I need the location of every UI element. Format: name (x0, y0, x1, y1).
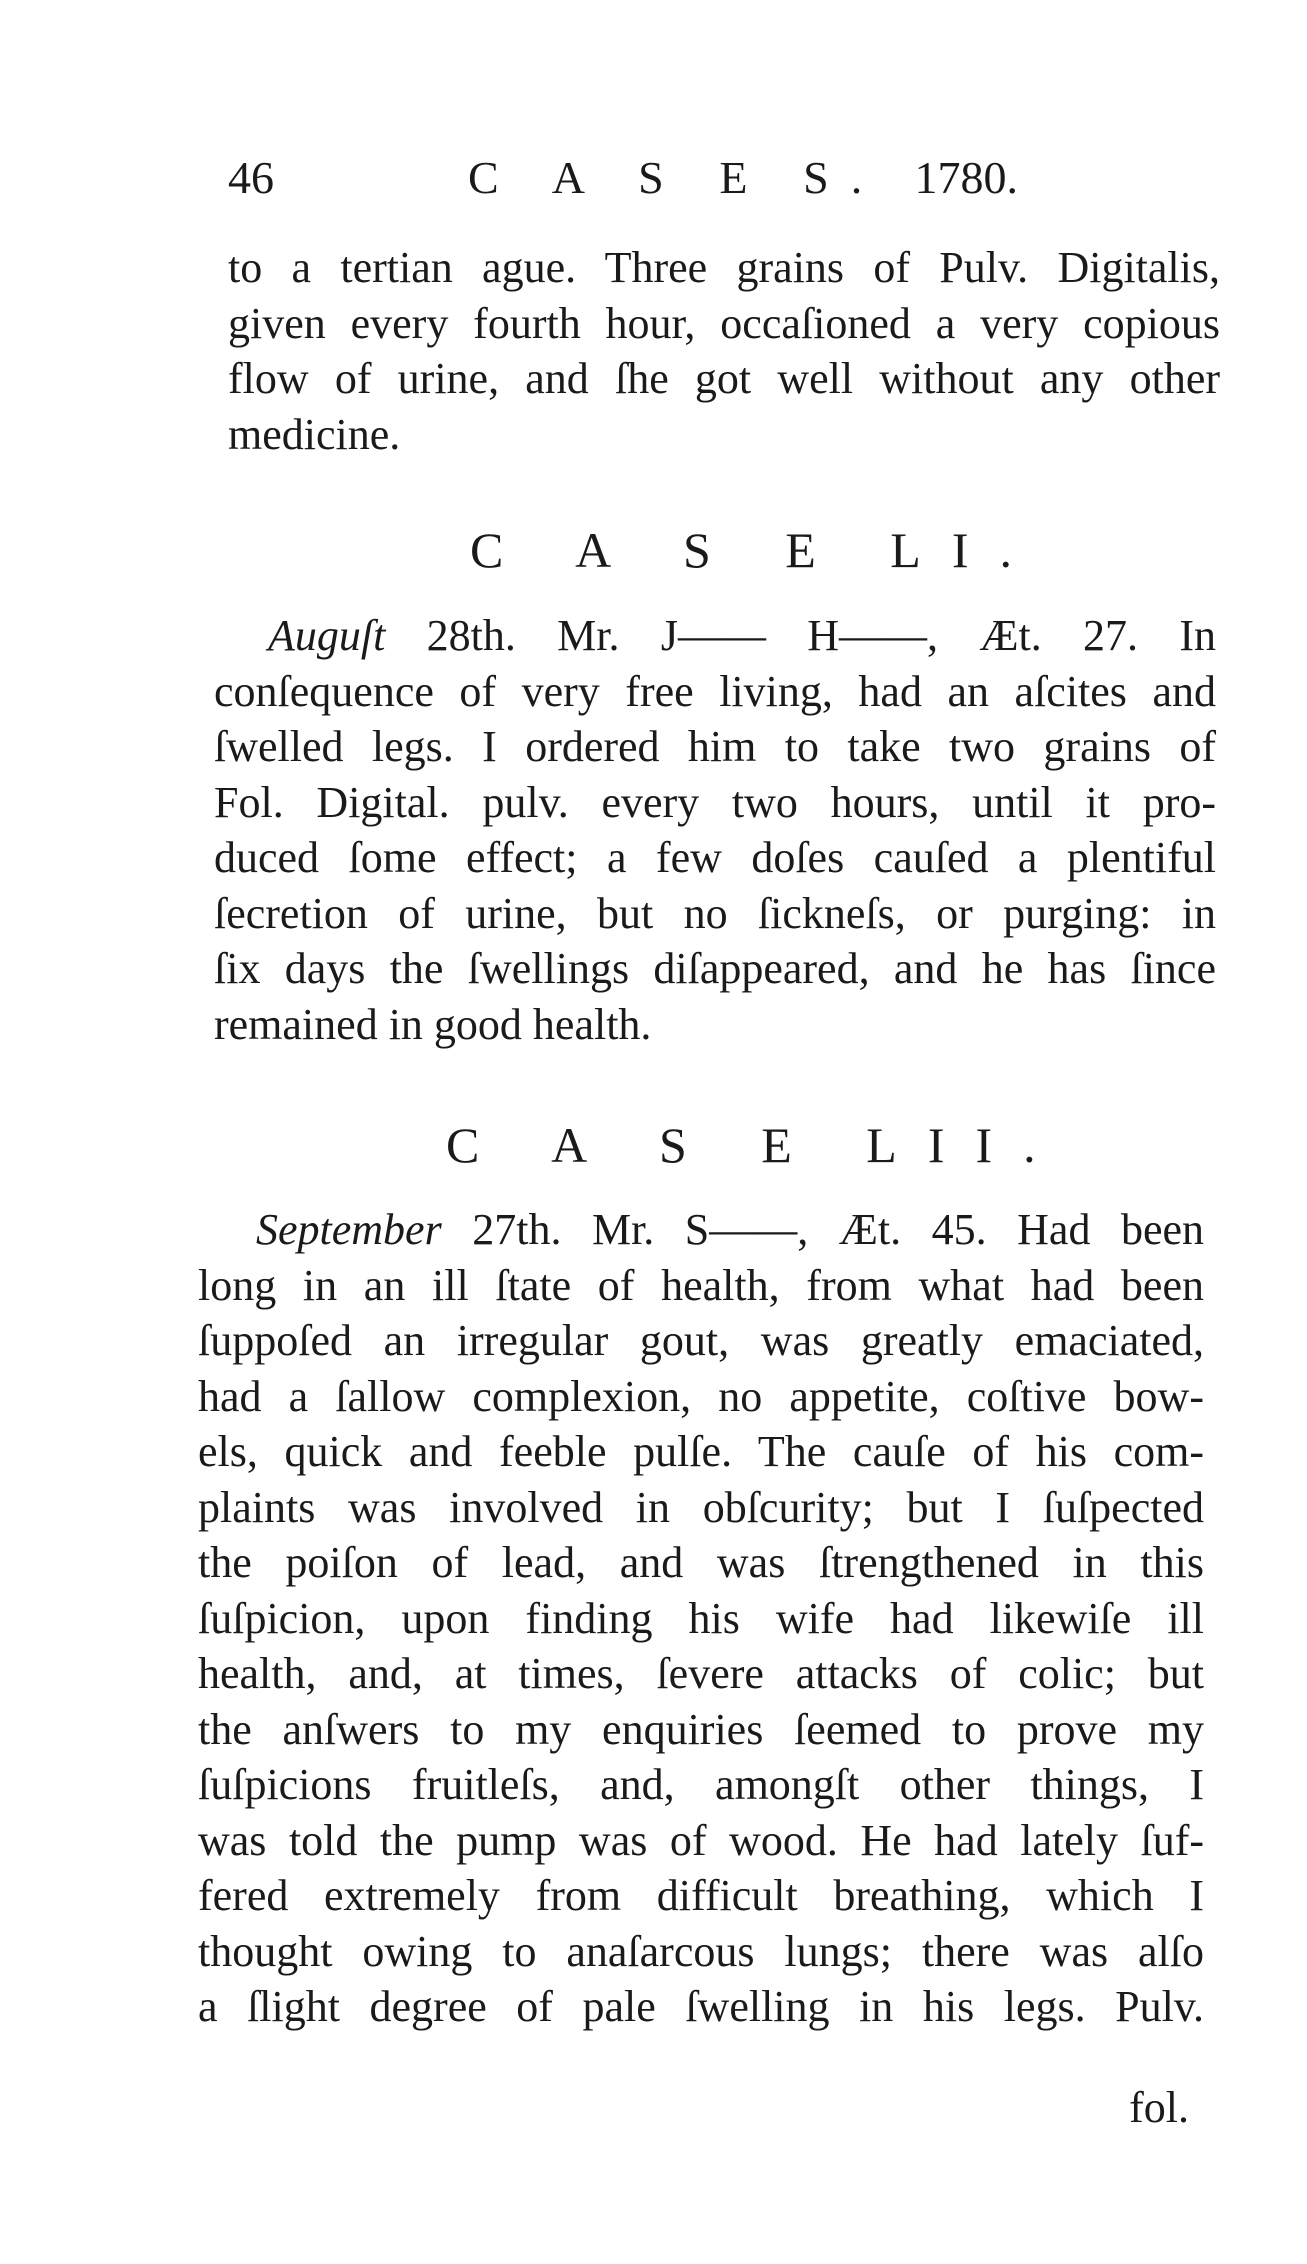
case-51-paragraph (214, 608, 1216, 1052)
text-line: the anſwers to my enquiries ſeemed to prove my (198, 1704, 1204, 1754)
case-heading-52: C A S E LII. (446, 1117, 1067, 1173)
text-line: September 27th. Mr. S——, Æt. 45. Had been (256, 1205, 1205, 1254)
text-line: thought owing to anaſarcous lungs; there was alſo (198, 1926, 1204, 1976)
text-line: to a tertian ague. Three grains of Pulv. Digitalis, (228, 243, 1220, 292)
text-line: conſequence of very free living, had an aſcites and (214, 666, 1216, 716)
text-line: flow of urine, and ſhe got well without any other (228, 354, 1220, 403)
text-line: plaints was involved in obſcurity; but I ſuſpected (198, 1482, 1204, 1532)
case-52-paragraph (198, 1202, 1204, 2035)
text-line: ſwelled legs. I ordered him to take two grains of (214, 722, 1216, 771)
text-line: Auguſt 28th. Mr. J—— H——, Æt. 27. In (268, 611, 1216, 660)
text-line: Fol. Digital. pulv. every two hours, until it pro- (214, 777, 1216, 827)
text-line: was told the pump was of wood. He had lately ſuf- (198, 1815, 1204, 1865)
page-number: 46 (228, 152, 274, 203)
text-line: ſix days the ſwellings diſappeared, and he has ſince (214, 944, 1216, 993)
text-line: ſuſpicion, upon finding his wife had likewiſe ill (198, 1593, 1204, 1643)
case-date: Auguſt (268, 611, 386, 660)
catchword: fol. (1129, 2083, 1189, 2132)
text-line: ſuſpicions fruitleſs, and, amongſt other things, I (198, 1760, 1204, 1809)
text-line: els, quick and feeble pulſe. The cauſe of his com- (198, 1427, 1204, 1476)
text-line: had a ſallow complexion, no appetite, coſtive bow- (198, 1371, 1204, 1421)
case-heading-51: C A S E LI. (470, 522, 1043, 578)
text-line: given every fourth hour, occaſioned a very copious (228, 298, 1220, 348)
running-title: C A S E S. (468, 152, 885, 203)
continuation-paragraph (228, 240, 1220, 462)
case-date: September (256, 1205, 442, 1254)
running-head (228, 148, 1018, 208)
text-line: fered extremely from difficult breathing, which I (198, 1871, 1204, 1920)
text-line: remained in good health. (214, 999, 652, 1049)
text-line: a ſlight degree of pale ſwelling in his legs. Pulv. (198, 1982, 1204, 2031)
running-year: 1780. (914, 152, 1018, 203)
text-line: ſuppoſed an irregular gout, was greatly emaciated, (198, 1316, 1204, 1365)
text-line: health, and, at times, ſevere attacks of colic; but (198, 1649, 1204, 1698)
text-line: duced ſome effect; a few doſes cauſed a plentiful (214, 833, 1216, 882)
text-line: the poiſon of lead, and was ſtrengthened in this (198, 1538, 1204, 1587)
text-line: ſecretion of urine, but no ſickneſs, or purging: in (214, 888, 1216, 938)
text-line: medicine. (228, 409, 401, 459)
text-line: long in an ill ſtate of health, from what had been (198, 1260, 1204, 1310)
